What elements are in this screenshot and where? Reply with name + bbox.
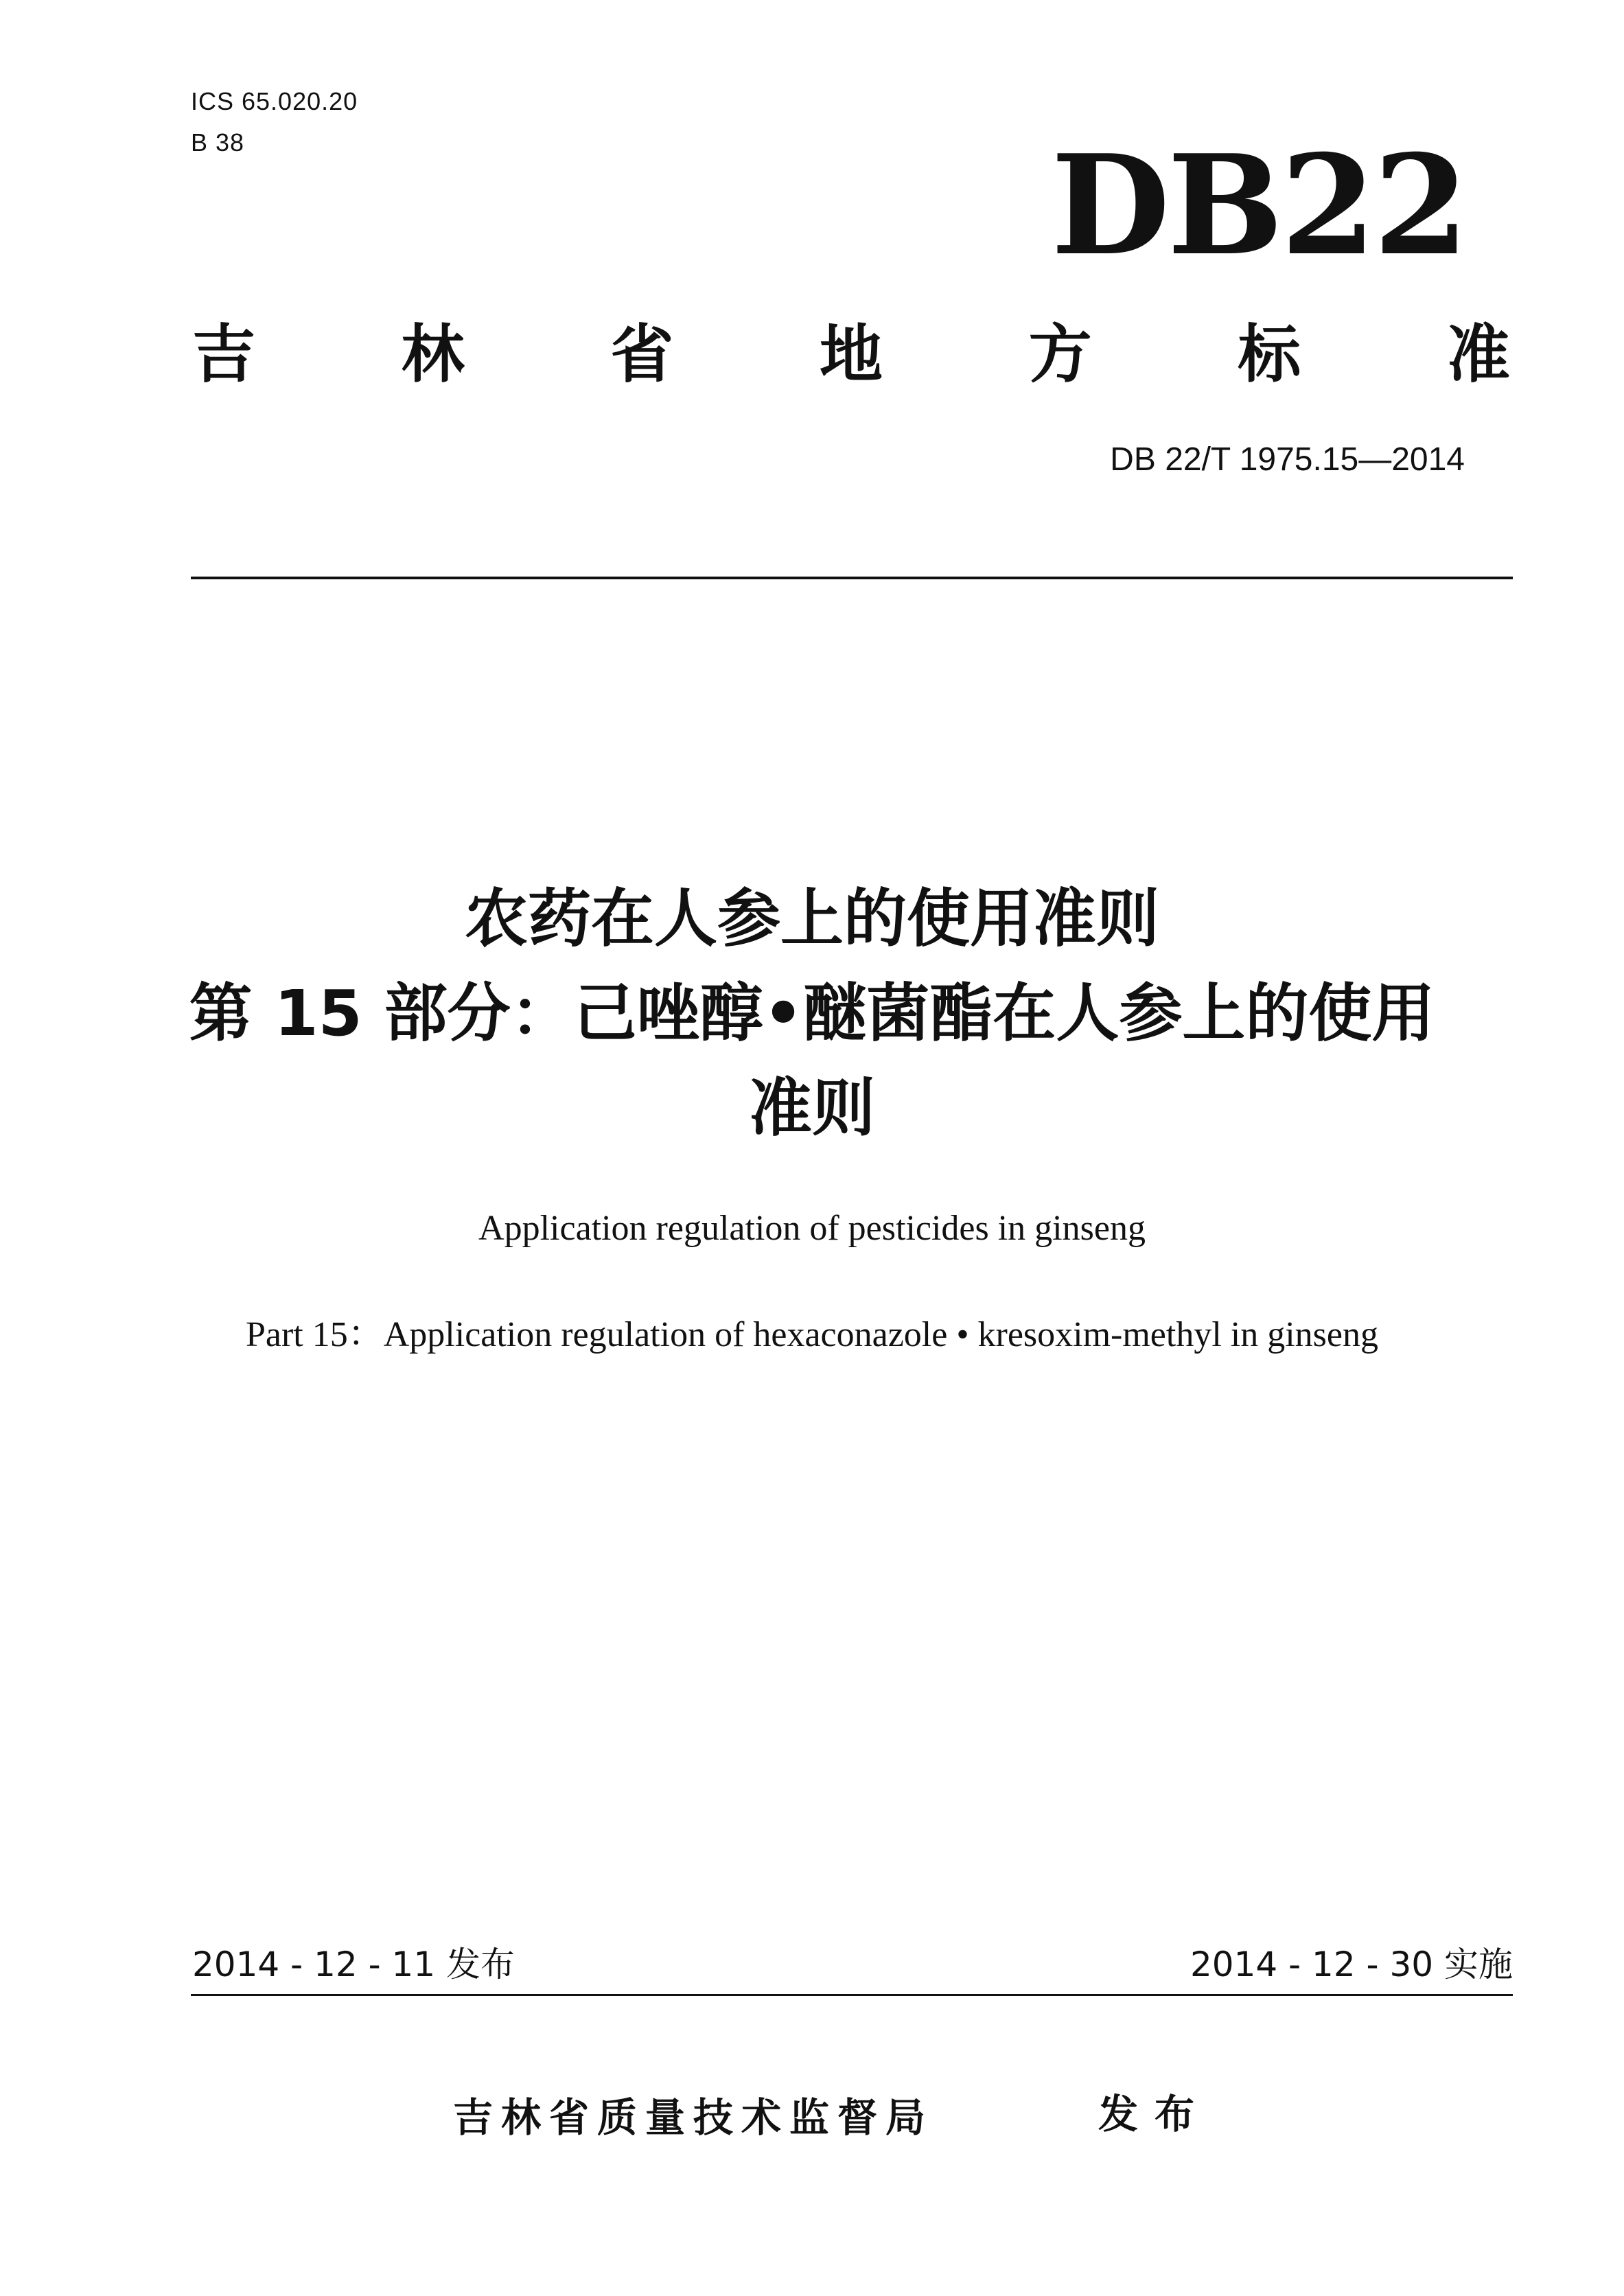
standard-type-char: 省: [610, 318, 674, 391]
standard-type-char: 准: [1446, 318, 1510, 391]
implement-date: 2014 - 12 - 30 实施: [1190, 1945, 1513, 1984]
ccs-code: B 38: [191, 128, 245, 156]
ics-code: ICS 65.020.20: [191, 87, 358, 115]
standard-type-title: [192, 317, 1510, 393]
release-date: 2014 - 12 - 11 发布: [192, 1945, 515, 1984]
top-divider: [191, 577, 1513, 579]
issuing-authority: 吉林省质量技术监督局: [453, 2094, 934, 2141]
standard-code: DB 22/T 1975.15—2014: [1110, 441, 1465, 478]
classification-codes: [191, 81, 358, 163]
bottom-divider: [191, 1994, 1513, 1996]
issue-label: 发布: [1098, 2091, 1211, 2137]
english-title: Application regulation of pesticides in ginseng: [478, 1209, 1146, 1248]
standard-type-char: 林: [401, 318, 465, 391]
chinese-title-line: 第 15 部分：己唑醇•醚菌酯在人参上的使用: [189, 977, 1435, 1050]
chinese-title-line: 准则: [748, 1071, 875, 1145]
standard-type-char: 吉: [192, 318, 256, 391]
chinese-title: [0, 872, 1624, 1156]
standard-logo: DB22: [1051, 125, 1466, 286]
english-part-title: Part 15：Application regulation of hexaconazole • kresoxim-methyl in ginseng: [245, 1315, 1378, 1354]
standard-type-char: 方: [1028, 318, 1092, 391]
standard-type-char: 地: [819, 318, 883, 391]
standard-type-char: 标: [1238, 318, 1301, 391]
chinese-title-line: 农药在人参上的使用准则: [464, 882, 1159, 955]
